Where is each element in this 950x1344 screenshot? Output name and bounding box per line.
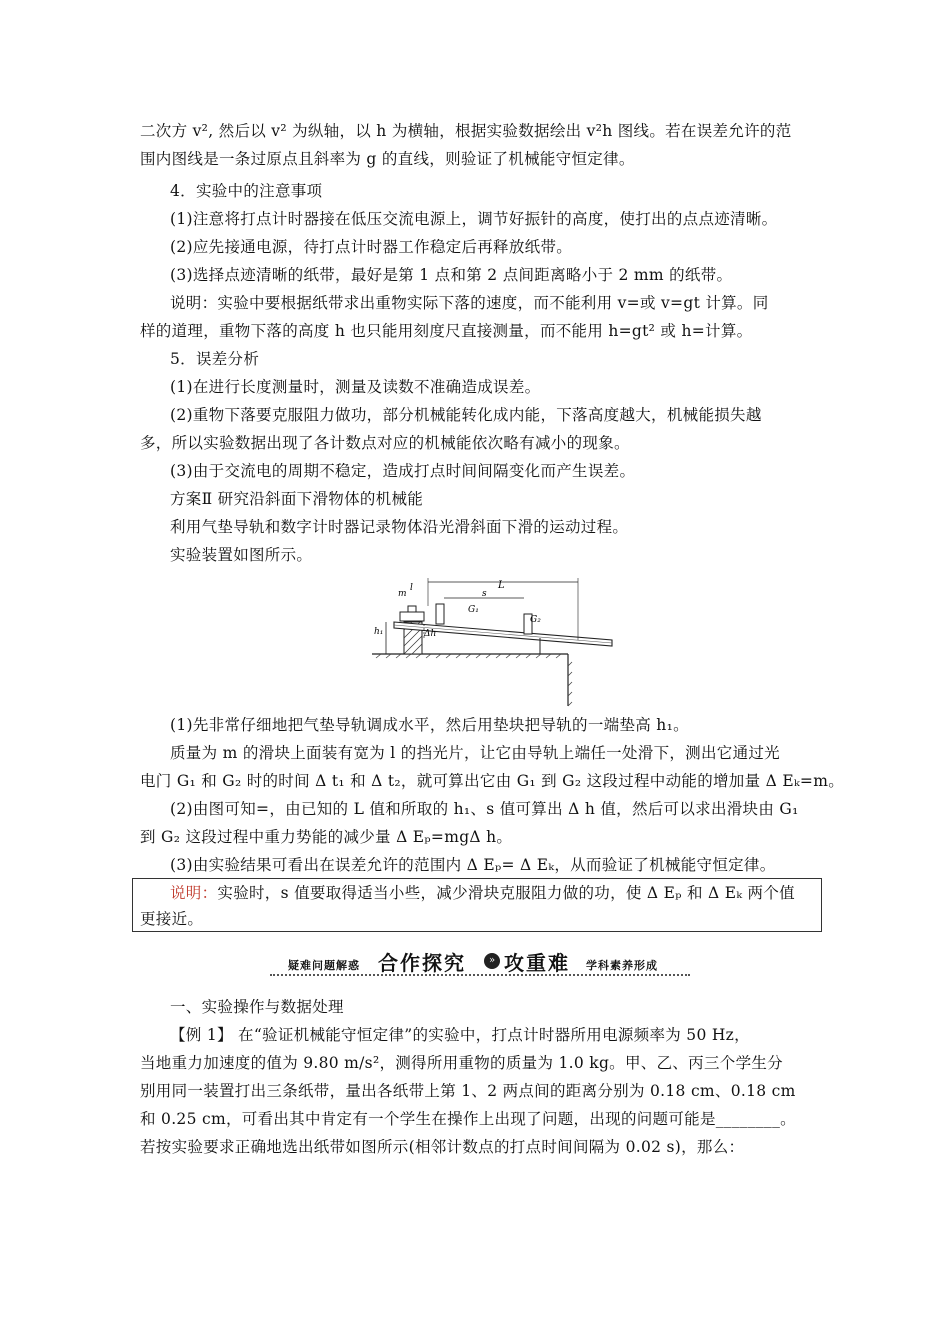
text-line: (1)先非常仔细地把气垫导轨调成水平，然后用垫块把导轨的一端垫高 h₁。: [170, 716, 689, 734]
label-L: L: [498, 580, 505, 591]
text-line: 样的道理，重物下落的高度 h 也只能用刻度尺直接测量，而不能用 h=gt² 或 h=计算。: [140, 322, 753, 340]
section-heading: 一、实验操作与数据处理: [170, 998, 344, 1016]
note-line: [170, 880, 850, 906]
label-G1: G₁: [468, 605, 479, 615]
banner-title-1: 合作探究: [378, 951, 466, 975]
label-G2: G₂: [530, 615, 541, 625]
text-line: 实验装置如图所示。: [170, 546, 313, 564]
text-line: (1)注意将打点计时器接在低压交流电源上，调节好振针的高度，使打出的点点迹清晰。: [170, 210, 778, 228]
section-heading: 4．实验中的注意事项: [170, 182, 323, 200]
label-h1: h₁: [374, 627, 384, 637]
banner-rule: [270, 974, 690, 976]
text-line: (2)重物下落要克服阻力做功，部分机械能转化成内能，下落高度越大，机械能损失越: [170, 406, 762, 424]
arrow-icon: »: [484, 953, 500, 969]
section-heading: 5．误差分析: [170, 350, 260, 368]
note-text: 实验时，s 值要取得适当小些，减少滑块克服阻力做的功，使 Δ Eₚ 和 Δ Eₖ 两个值: [217, 884, 795, 902]
note-label: 说明：: [170, 884, 218, 902]
text-line: 多，所以实验数据出现了各计数点对应的机械能依次略有减小的现象。: [140, 434, 630, 452]
label-s: s: [482, 589, 487, 599]
text-line: (3)由于交流电的周期不稳定，造成打点时间间隔变化而产生误差。: [170, 462, 636, 480]
example-line: 【例 1】 在“验证机械能守恒定律”的实验中，打点计时器所用电源频率为 50 Hz，: [170, 1026, 750, 1044]
label-m: m: [398, 589, 407, 599]
air-track-diagram: [372, 578, 622, 708]
text-line: (3)由实验结果可看出在误差允许的范围内 Δ Eₚ= Δ Eₖ，从而验证了机械能守恒定律。: [170, 856, 776, 874]
text-line: 到 G₂ 这段过程中重力势能的减少量 Δ Eₚ=mgΔ h。: [140, 828, 513, 846]
note-line: 更接近。: [140, 910, 204, 928]
text-line: (2)应先接通电源，待打点计时器工作稳定后再释放纸带。: [170, 238, 573, 256]
text-line: 二次方 v², 然后以 v² 为纵轴，以 h 为横轴，根据实验数据绘出 v²h 图线。若在误差允许的范: [140, 122, 792, 140]
text-line: (3)选择点迹清晰的纸带，最好是第 1 点和第 2 点间距离略小于 2 mm 的纸带。: [170, 266, 733, 284]
text-line: 围内图线是一条过原点且斜率为 g 的直线，则验证了机械能守恒定律。: [140, 150, 635, 168]
text-line: 说明：实验中要根据纸带求出重物实际下落的速度，而不能利用 v=或 v=gt 计算。同: [170, 294, 769, 312]
text-line: 利用气垫导轨和数字计时器记录物体沿光滑斜面下滑的运动过程。: [170, 518, 629, 536]
banner-title-2: 攻重难: [504, 951, 570, 975]
banner-right: 学科素养形成: [586, 959, 658, 972]
section-banner: [270, 945, 690, 975]
label-l: l: [410, 583, 413, 593]
text-line: (1)在进行长度测量时，测量及读数不准确造成误差。: [170, 378, 541, 396]
label-delta-h: Δh: [424, 629, 437, 639]
example-line: 若按实验要求正确地选出纸带如图所示(相邻计数点的打点时间间隔为 0.02 s)，那么：: [140, 1138, 745, 1156]
text-line: 方案Ⅱ 研究沿斜面下滑物体的机械能: [170, 490, 424, 508]
text-line: 质量为 m 的滑块上面装有宽为 l 的挡光片，让它由导轨上端任一处滑下，测出它通过光: [170, 744, 780, 762]
example-line: 和 0.25 cm，可看出其中肯定有一个学生在操作上出现了问题，出现的问题可能是________。: [140, 1110, 796, 1128]
text-line: 电门 G₁ 和 G₂ 时的时间 Δ t₁ 和 Δ t₂，就可算出它由 G₁ 到 G₂ 这段过程中动能的增加量 Δ Eₖ=m。: [140, 772, 845, 790]
text-line: (2)由图可知=，由已知的 L 值和所取的 h₁、s 值可算出 Δ h 值，然后可以求出滑块由 G₁: [170, 800, 799, 818]
banner-left: 疑难问题解惑: [288, 959, 360, 972]
example-line: 别用同一装置打出三条纸带，量出各纸带上第 1、2 两点间的距离分别为 0.18 cm、0.18 cm: [140, 1082, 796, 1100]
example-line: 当地重力加速度的值为 9.80 m/s²，测得所用重物的质量为 1.0 kg。甲、乙、丙三个学生分: [140, 1054, 783, 1072]
